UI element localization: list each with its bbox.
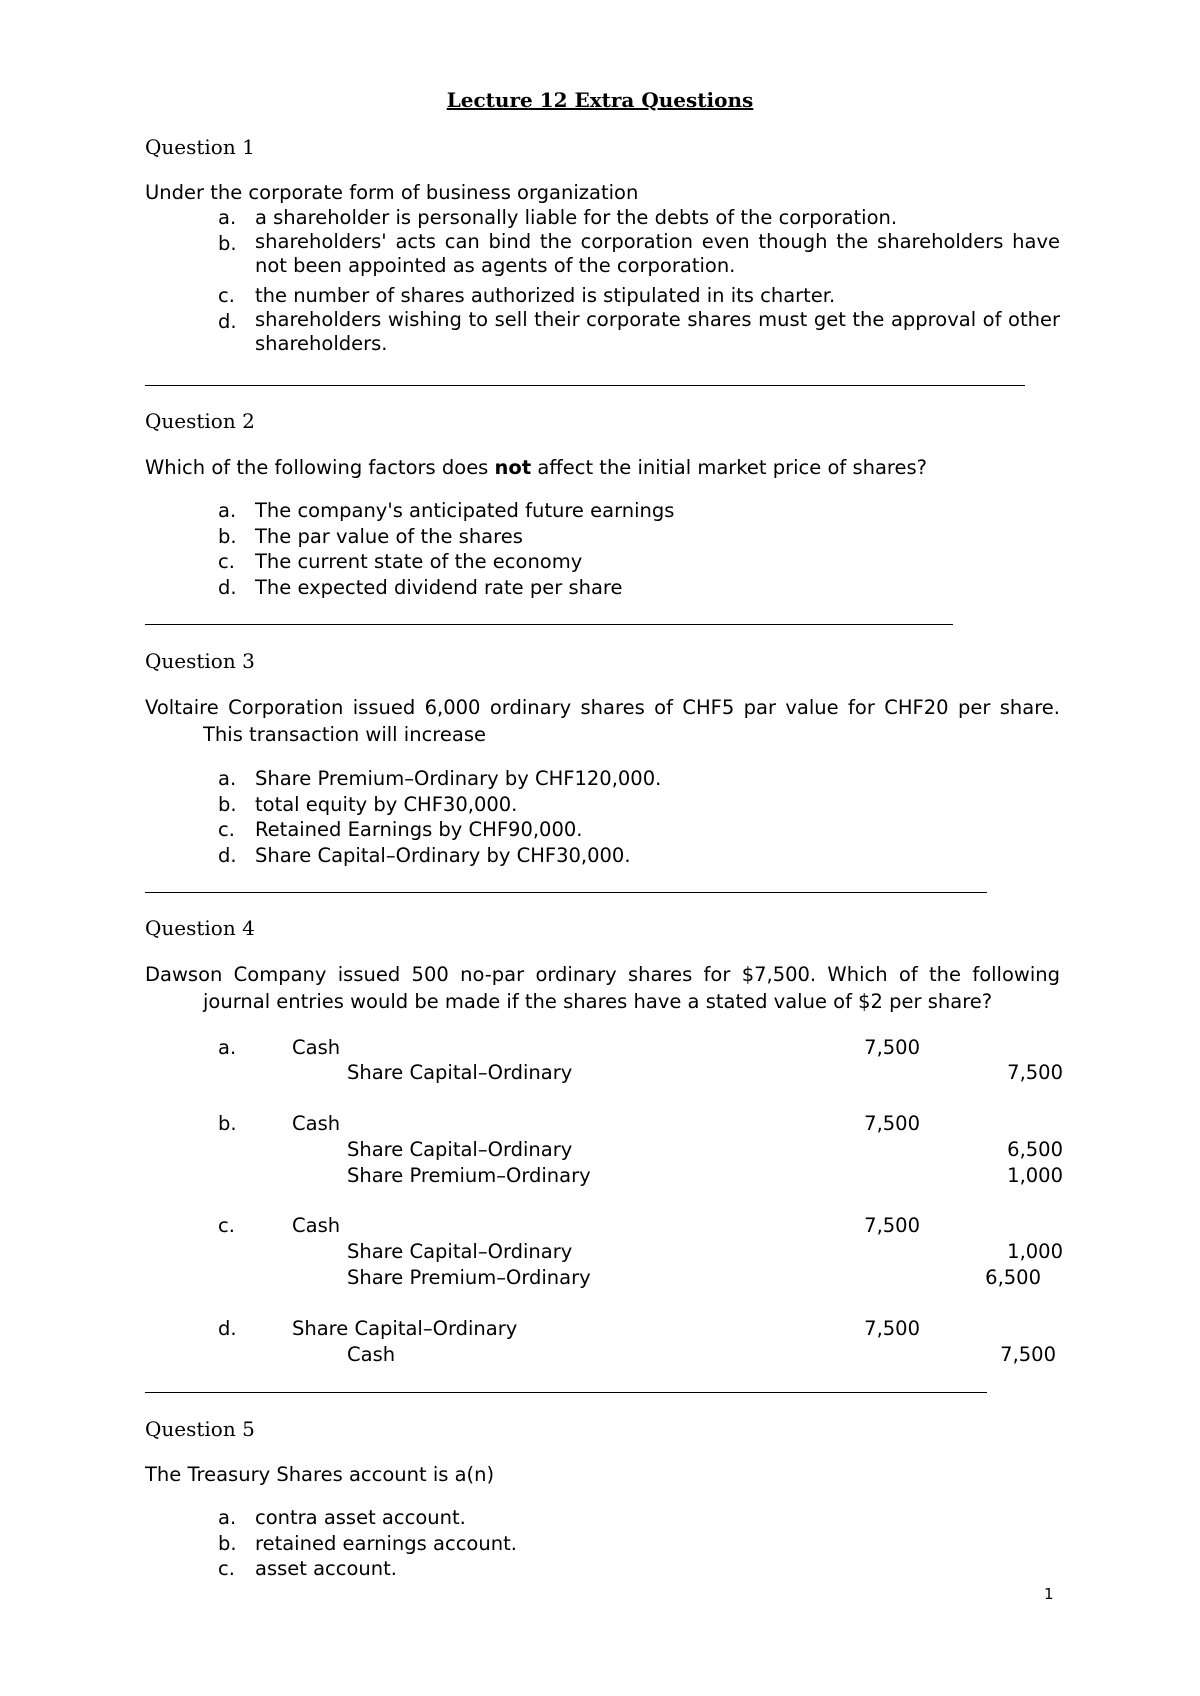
q4-entry-d-letter: d.	[218, 1317, 237, 1340]
q5-option-b-letter: b.	[218, 1532, 237, 1555]
question-1-stem: Under the corporate form of business organization	[145, 181, 639, 204]
separator-rule	[145, 624, 953, 625]
question-5-heading: Question 5	[145, 1417, 255, 1441]
q4-entry-c-line3-account: Share Premium–Ordinary	[347, 1266, 591, 1289]
question-1-heading: Question 1	[145, 135, 255, 159]
q2-option-c-letter: c.	[218, 550, 235, 573]
q4-entry-a-line1-debit: 7,500	[864, 1036, 920, 1059]
q4-entry-b-line3-account: Share Premium–Ordinary	[347, 1164, 591, 1187]
question-3-heading: Question 3	[145, 649, 255, 673]
q1-option-a-letter: a.	[218, 206, 237, 229]
q3-option-b-letter: b.	[218, 793, 237, 816]
q2-option-a-text: The company's anticipated future earnings	[255, 499, 675, 522]
page-number: 1	[1044, 1585, 1054, 1603]
question-4-stem-line1: Dawson Company issued 500 no-par ordinary shares for $7,500. Which of the following	[145, 963, 1060, 986]
q4-entry-a-letter: a.	[218, 1036, 237, 1059]
q5-option-a-letter: a.	[218, 1506, 237, 1529]
q3-option-c-text: Retained Earnings by CHF90,000.	[255, 818, 583, 841]
q2-stem-before: Which of the following factors does	[145, 456, 495, 479]
q5-option-c-text: asset account.	[255, 1557, 397, 1580]
q3-option-a-text: Share Premium–Ordinary by CHF120,000.	[255, 767, 662, 790]
q5-option-c-letter: c.	[218, 1557, 235, 1580]
q2-option-d-letter: d.	[218, 576, 237, 599]
q4-entry-b-line1-debit: 7,500	[864, 1112, 920, 1135]
q4-entry-b-line1-account: Cash	[292, 1112, 341, 1135]
q4-entry-d-line2-account: Cash	[347, 1343, 396, 1366]
q3-option-b-text: total equity by CHF30,000.	[255, 793, 518, 816]
q1-option-b-letter: b.	[218, 232, 237, 255]
question-4-stem-line2: journal entries would be made if the shares have a stated value of $2 per share?	[203, 990, 993, 1013]
q2-option-a-letter: a.	[218, 499, 237, 522]
q3-option-d-text: Share Capital–Ordinary by CHF30,000.	[255, 844, 631, 867]
q4-entry-c-line3-credit: 6,500	[985, 1266, 1041, 1289]
q4-entry-b-letter: b.	[218, 1112, 237, 1135]
question-3-stem-line2: This transaction will increase	[203, 723, 486, 746]
q2-option-c-text: The current state of the economy	[255, 550, 583, 573]
q4-entry-b-line2-account: Share Capital–Ordinary	[347, 1138, 573, 1161]
q4-entry-c-line1-account: Cash	[292, 1214, 341, 1237]
question-4-heading: Question 4	[145, 916, 255, 940]
q5-option-a-text: contra asset account.	[255, 1506, 466, 1529]
q4-entry-d-line2-credit: 7,500	[1000, 1343, 1056, 1366]
q2-option-b-letter: b.	[218, 525, 237, 548]
question-2-heading: Question 2	[145, 409, 255, 433]
document-title: Lecture 12 Extra Questions	[446, 88, 754, 112]
question-5-stem: The Treasury Shares account is a(n)	[145, 1463, 495, 1486]
q4-entry-a-line2-credit: 7,500	[1007, 1061, 1063, 1084]
separator-rule	[145, 892, 987, 893]
q1-option-d-text: shareholders wishing to sell their corporate shares must get the approval of other shareholders.	[255, 308, 1060, 355]
q4-entry-a-line1-account: Cash	[292, 1036, 341, 1059]
q1-option-c-letter: c.	[218, 284, 235, 307]
q5-option-b-text: retained earnings account.	[255, 1532, 517, 1555]
q3-option-a-letter: a.	[218, 767, 237, 790]
q4-entry-c-line2-credit: 1,000	[1007, 1240, 1063, 1263]
q2-stem-after: affect the initial market price of shares?	[531, 456, 928, 479]
q4-entry-c-line1-debit: 7,500	[864, 1214, 920, 1237]
q4-entry-b-line3-credit: 1,000	[1007, 1164, 1063, 1187]
q4-entry-d-line1-debit: 7,500	[864, 1317, 920, 1340]
q1-option-b-text: shareholders' acts can bind the corporation even though the shareholders have not been appointed as agents of the corporation.	[255, 230, 1060, 277]
q3-option-c-letter: c.	[218, 818, 235, 841]
q1-option-d-letter: d.	[218, 310, 237, 333]
q4-entry-b-line2-credit: 6,500	[1007, 1138, 1063, 1161]
q2-option-b-text: The par value of the shares	[255, 525, 523, 548]
q4-entry-a-line2-account: Share Capital–Ordinary	[347, 1061, 573, 1084]
separator-rule	[145, 1392, 987, 1393]
q4-entry-c-line2-account: Share Capital–Ordinary	[347, 1240, 573, 1263]
q2-stem-bold: not	[494, 456, 532, 479]
q4-entry-d-line1-account: Share Capital–Ordinary	[292, 1317, 518, 1340]
question-2-stem	[145, 458, 927, 478]
q2-option-d-text: The expected dividend rate per share	[255, 576, 623, 599]
question-3-stem-line1: Voltaire Corporation issued 6,000 ordinary shares of CHF5 par value for CHF20 per share.	[145, 696, 1060, 719]
q3-option-d-letter: d.	[218, 844, 237, 867]
separator-rule	[145, 385, 1025, 386]
q1-option-c-text: the number of shares authorized is stipulated in its charter.	[255, 284, 836, 307]
q4-entry-c-letter: c.	[218, 1214, 235, 1237]
q1-option-a-text: a shareholder is personally liable for the debts of the corporation.	[255, 206, 898, 229]
